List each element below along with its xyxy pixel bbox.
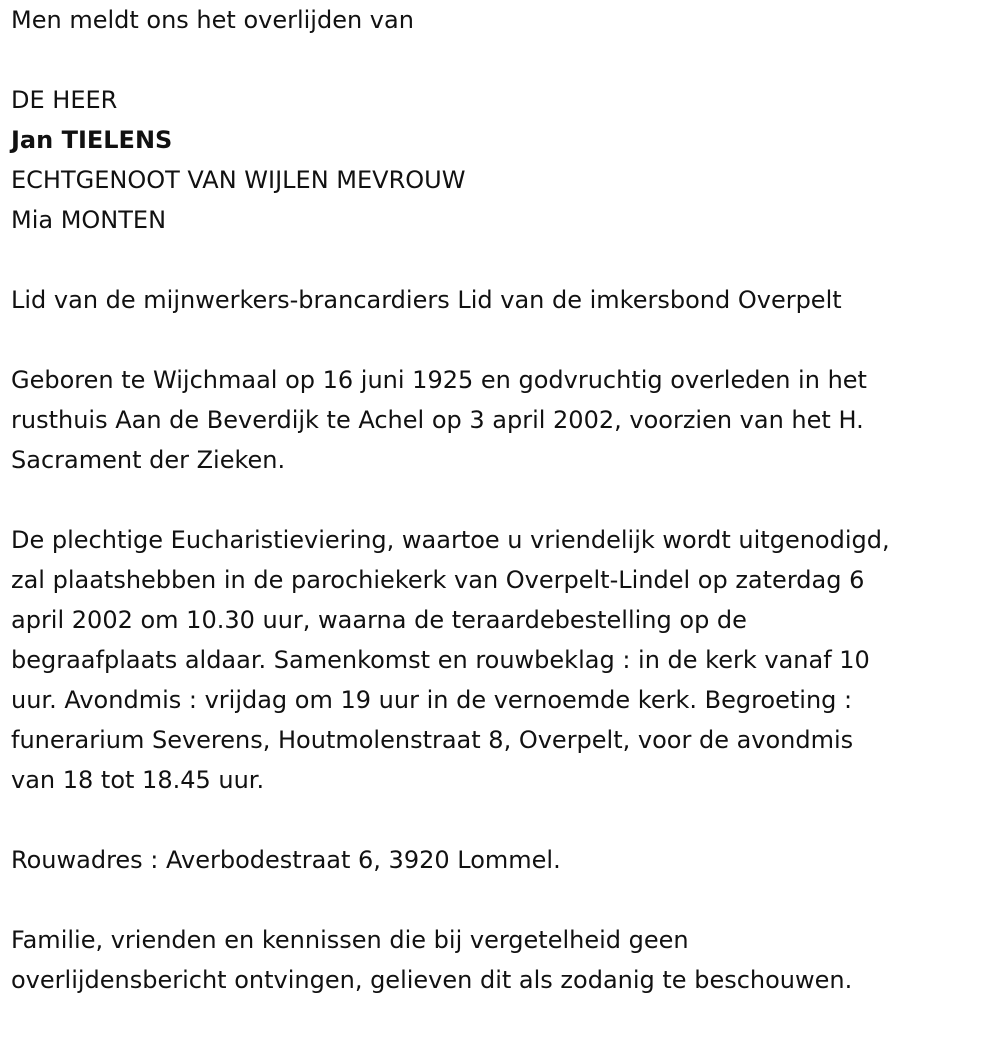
paragraph-line: Sacrament der Zieken.: [11, 446, 286, 474]
honorific-title: DE HEER: [11, 86, 118, 114]
memberships-text: Lid van de mijnwerkers-brancardiers Lid van de imkersbond Overpelt: [11, 286, 842, 314]
deceased-name: Jan TIELENS: [11, 126, 173, 154]
spacer: [11, 320, 996, 360]
intro-text: Men meldt ons het overlijden van: [11, 6, 414, 34]
spacer: [11, 880, 996, 920]
spacer: [11, 480, 996, 520]
paragraph-line: zal plaatshebben in de parochiekerk van Overpelt-Lindel op zaterdag 6: [11, 566, 865, 594]
paragraph-line: uur. Avondmis : vrijdag om 19 uur in de vernoemde kerk. Begroeting :: [11, 686, 853, 714]
paragraph-line: overlijdensbericht ontvingen, gelieven dit als zodanig te beschouwen.: [11, 966, 853, 994]
obituary-notice: [11, 0, 996, 1000]
closing-paragraph: [11, 920, 996, 1000]
paragraph-line: funerarium Severens, Houtmolenstraat 8, Overpelt, voor de avondmis: [11, 726, 854, 754]
spouse-label: ECHTGENOOT VAN WIJLEN MEVROUW: [11, 166, 466, 194]
birth-death-paragraph: [11, 360, 996, 480]
spacer: [11, 240, 996, 280]
spouse-name: Mia MONTEN: [11, 206, 167, 234]
paragraph-line: Geboren te Wijchmaal op 16 juni 1925 en godvruchtig overleden in het: [11, 366, 867, 394]
paragraph-line: rusthuis Aan de Beverdijk te Achel op 3 april 2002, voorzien van het H.: [11, 406, 864, 434]
spacer: [11, 40, 996, 80]
paragraph-line: van 18 tot 18.45 uur.: [11, 766, 265, 794]
paragraph-line: De plechtige Eucharistieviering, waartoe u vriendelijk wordt uitgenodigd,: [11, 526, 890, 554]
paragraph-line: Familie, vrienden en kennissen die bij vergetelheid geen: [11, 926, 689, 954]
mourning-address: Rouwadres : Averbodestraat 6, 3920 Lommel.: [11, 846, 561, 874]
paragraph-line: april 2002 om 10.30 uur, waarna de teraardebestelling op de: [11, 606, 747, 634]
paragraph-line: begraafplaats aldaar. Samenkomst en rouwbeklag : in de kerk vanaf 10: [11, 646, 870, 674]
spacer: [11, 800, 996, 840]
ceremony-paragraph: [11, 520, 996, 800]
